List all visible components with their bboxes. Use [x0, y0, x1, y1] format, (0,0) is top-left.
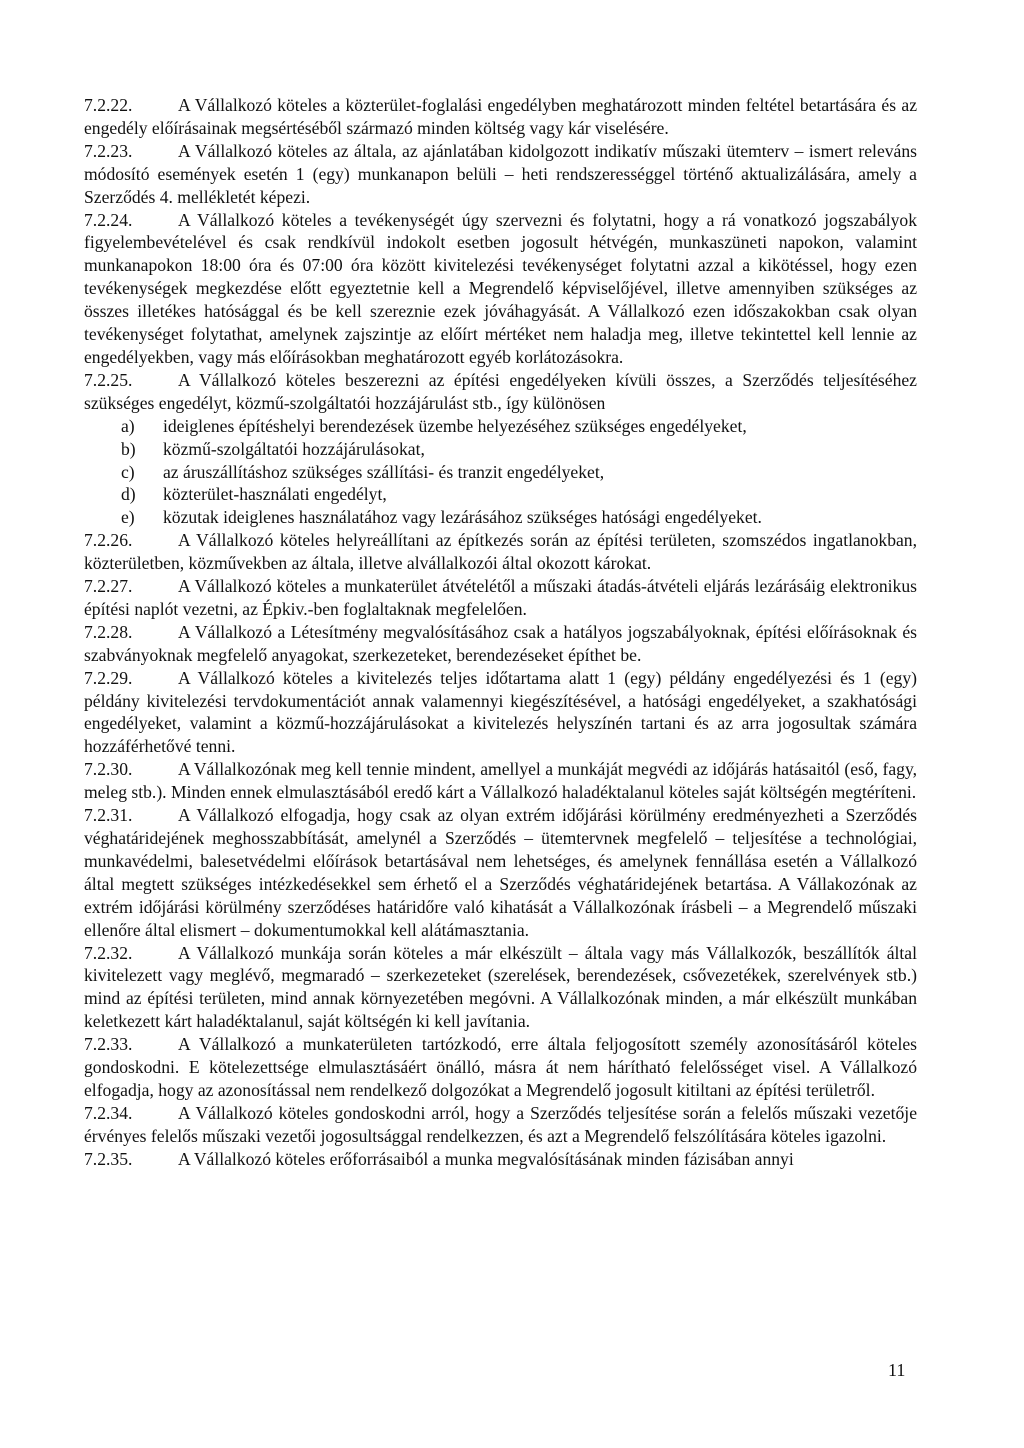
paragraph-text: A Vállalkozó elfogadja, hogy csak az olyan extrém időjárási körülmény eredményezheti a Szerződés véghatáridejének meghosszabbítását, amelynél a Szerződés – ütemtervnek megfelelő – teljesítése a technológiai, munkavédelmi, balesetvédelmi előírások betartásával nem lehetséges, és amelynek fennállása esetén a Vállalkozó által megtett szükséges intézkedésekkel sem érhető el a Szerződés véghatáridejének betartása. A Vállakozónak az extrém időjárási körülmény szerződéses határidőre való kihatását a Vállalkozónak írásbeli – a Megrendelő műszaki ellenőre által elismert – dokumentumokkal kell alátámasztania. — [84, 805, 917, 940]
paragraph-number: 7.2.30. — [84, 759, 133, 780]
paragraph-7-2-26 — [84, 529, 917, 575]
paragraph-7-2-29 — [84, 667, 917, 759]
paragraph-7-2-32 — [84, 942, 917, 1034]
page-number: 11 — [888, 1360, 906, 1380]
paragraph-number: 7.2.29. — [84, 667, 133, 688]
paragraph-text: A Vállalkozó a Létesítmény megvalósításához csak a hatályos jogszabályoknak, építési előírásoknak és szabványoknak megfelelő anyagokat, szerkezeteket, berendezéseket építhet be. — [84, 621, 917, 665]
paragraph-number: 7.2.28. — [84, 621, 133, 642]
paragraph-number: 7.2.27. — [84, 576, 133, 597]
list-item-letter: c) — [121, 461, 135, 482]
paragraph-7-2-24 — [84, 209, 917, 369]
document-body — [84, 94, 917, 1171]
paragraph-text: A Vállalkozó köteles beszerezni az építési engedélyeken kívüli összes, a Szerződés teljesítéséhez szükséges engedélyt, közmű-szolgáltatói hozzájárulást stb., így különösen — [84, 369, 917, 413]
paragraph-7-2-27 — [84, 575, 917, 621]
paragraph-number: 7.2.22. — [84, 95, 133, 115]
list-item — [84, 461, 917, 484]
paragraph-7-2-31 — [84, 804, 917, 941]
paragraph-7-2-28 — [84, 621, 917, 667]
paragraph-text: A Vállalkozó munkája során köteles a már elkészült – általa vagy más Vállalkozók, beszállítók által kivitelezett vagy meglévő, megmaradó – szerkezeteket (szerelések, berendezések, csővezetékek, szerelvények stb.) mind az építési területen, mind annak környezetében megóvni. A Vállalkozónak minden, a már elkészült munkában keletkezett kárt haladéktalanul, saját költségén ki kell javítania. — [84, 942, 917, 1032]
paragraph-text: A Vállalkozó köteles a kivitelezés teljes időtartama alatt 1 (egy) példány engedélyezési és 1 (egy) példány kivitelezési tervdokumentációt annak valamennyi kiegészítésével, a hatósági engedélyeket, a szakhatósági engedélyeket, valamint a közmű-hozzájárulásokat a kivitelezés helyszínén tartani és az arra jogosultak számára hozzáférhetővé tenni. — [84, 667, 917, 757]
paragraph-text: A Vállalkozó a munkaterületen tartózkodó, erre általa feljogosított személy azonosításáról köteles gondoskodni. E kötelezettsége elmulasztásáért önálló, másra át nem hárítható felelősséget visel. A Vállalkozó elfogadja, hogy az azonosítással nem rendelkező dolgozókat a Megrendelő jogosult kitiltani az építési területről. — [84, 1034, 917, 1100]
paragraph-number: 7.2.34. — [84, 1102, 133, 1123]
list-item-text: közutak ideiglenes használatához vagy lezárásához szükséges hatósági engedélyeket. — [163, 507, 762, 528]
paragraph-number: 7.2.32. — [84, 942, 133, 963]
paragraph-7-2-35 — [84, 1148, 917, 1171]
list-item-text: közterület-használati engedélyt, — [163, 484, 387, 505]
paragraph-text: A Vállalkozó köteles a közterület-foglalási engedélyben meghatározott minden feltétel betartására és az engedély előírásainak megsértéséből származó minden költség vagy kár viselésére. — [84, 95, 917, 138]
list-item — [84, 415, 917, 438]
permit-list — [84, 415, 917, 530]
paragraph-number: 7.2.24. — [84, 209, 133, 230]
list-item-letter: e) — [121, 507, 135, 528]
paragraph-number: 7.2.26. — [84, 530, 133, 551]
paragraph-7-2-30 — [84, 758, 917, 804]
list-item-text: az áruszállításhoz szükséges szállítási- és tranzit engedélyeket, — [163, 461, 605, 482]
paragraph-text: A Vállalkozó köteles gondoskodni arról, hogy a Szerződés teljesítése során a felelős műszaki vezetője érvényes felelős műszaki vezetői jogosultsággal rendelkezzen, és azt a Megrendelő felszólítására köteles igazolni. — [84, 1102, 917, 1146]
paragraph-text: A Vállalkozónak meg kell tennie mindent, amellyel a munkáját megvédi az időjárás hatásaitól (eső, fagy, meleg stb.). Minden ennek elmulasztásából eredő kárt a Vállalkozó haladéktalanul köteles saját költségén megtéríteni. — [84, 759, 917, 803]
paragraph-number: 7.2.23. — [84, 140, 133, 161]
paragraph-number: 7.2.25. — [84, 369, 133, 390]
list-item-letter: a) — [121, 415, 135, 436]
paragraph-number: 7.2.33. — [84, 1034, 133, 1055]
paragraph-7-2-23 — [84, 140, 917, 209]
paragraph-number: 7.2.31. — [84, 805, 133, 826]
list-item-letter: d) — [121, 484, 136, 505]
paragraph-text: A Vállalkozó köteles a tevékenységét úgy szervezni és folytatni, hogy a rá vonatkozó jogszabályok figyelembevételével és csak rendkívül indokolt esetben jogosult hétvégén, munkaszüneti napokon, valamint munkanapokon 18:00 óra és 07:00 óra között kivitelezési tevékenységet folytatni azzal a kikötéssel, hogy ezen tevékenységek megkezdése előtt egyeztetnie kell a Megrendelő képviselőjével, illetve amennyiben szükséges az összes illetékes hatósággal és be kell szereznie ezek jóváhagyását. A Vállalkozó ezen időszakokban csak olyan tevékenységet folytathat, amelynek zajszintje az előírt mértéket nem haladja meg, illetve tekintettel kell lennie az engedélyekben, vagy más előírásokban meghatározott egyéb korlátozásokra. — [84, 209, 917, 367]
list-item-text: közmű-szolgáltatói hozzájárulásokat, — [163, 438, 425, 459]
paragraph-text: A Vállalkozó köteles a munkaterület átvételétől a műszaki átadás-átvételi eljárás lezárásáig elektronikus építési naplót vezetni, az Épkiv.-ben foglaltaknak megfelelően. — [84, 576, 917, 619]
paragraph-7-2-33 — [84, 1033, 917, 1102]
list-item — [84, 506, 917, 529]
list-item-text: ideiglenes építéshelyi berendezések üzembe helyezéséhez szükséges engedélyeket, — [163, 415, 747, 436]
paragraph-7-2-25 — [84, 369, 917, 415]
paragraph-text: A Vállalkozó köteles helyreállítani az építkezés során az építési területen, szomszédos ingatlanokban, közterületben, közművekben az általa, illetve alvállalkozói által okozott károkat. — [84, 530, 917, 574]
paragraph-text: A Vállalkozó köteles az általa, az ajánlatában kidolgozott indikatív műszaki ütemterv – ismert releváns módosító események esetén 1 (egy) munkanapon belüli – heti rendszerességgel történő aktualizálására, amely a Szerződés 4. mellékletét képezi. — [84, 140, 917, 207]
paragraph-text: A Vállalkozó köteles erőforrásaiból a munka megvalósításának minden fázisában annyi — [178, 1148, 794, 1169]
paragraph-7-2-22 — [84, 94, 917, 140]
list-item — [84, 483, 917, 506]
list-item — [84, 438, 917, 461]
list-item-letter: b) — [121, 438, 136, 459]
paragraph-number: 7.2.35. — [84, 1148, 133, 1169]
paragraph-7-2-34 — [84, 1102, 917, 1148]
